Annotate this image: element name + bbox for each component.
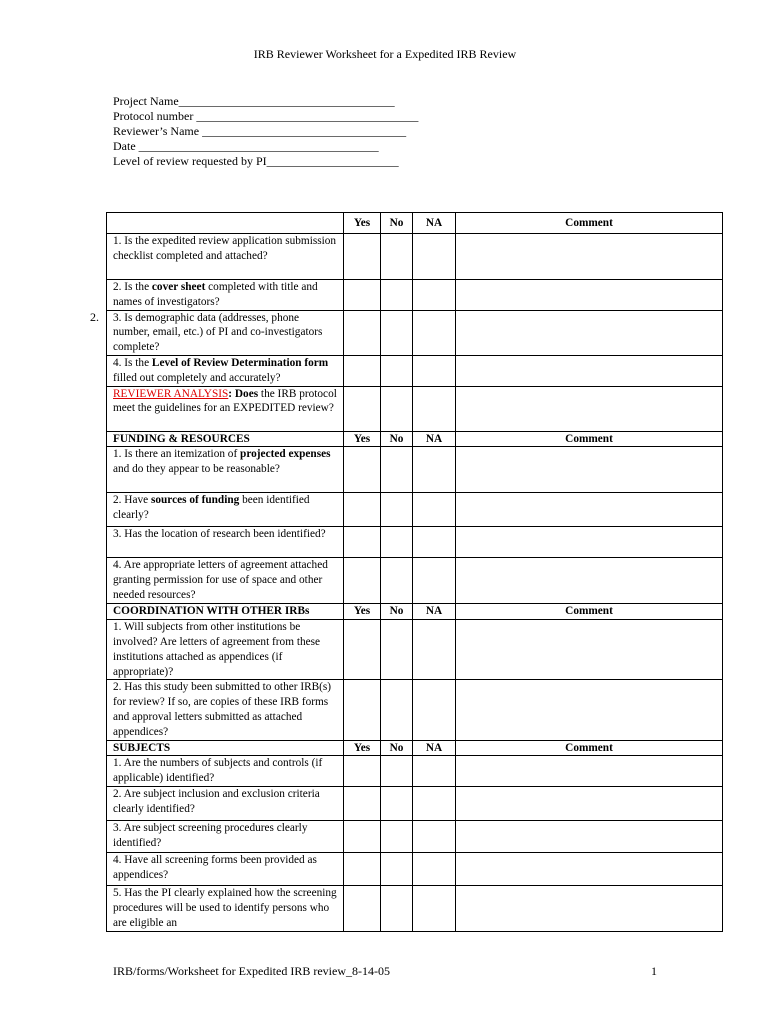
reviewer-analysis-link[interactable]: REVIEWER ANALYSIS [113, 387, 229, 400]
question-bold-text: : Does [228, 387, 259, 400]
na-cell[interactable] [413, 280, 456, 311]
question-cell [107, 447, 344, 493]
table-row [107, 355, 723, 386]
no-cell[interactable] [381, 310, 413, 355]
na-header: NA [413, 213, 456, 234]
na-header: NA [413, 604, 456, 620]
comment-header: Comment [456, 431, 723, 447]
comment-cell[interactable] [456, 280, 723, 311]
level-of-review-field[interactable]: Level of review requested by PI______________________ [113, 154, 399, 168]
question-text: been identified clearly? [113, 494, 310, 522]
yes-cell[interactable] [344, 558, 381, 604]
table-row [107, 386, 723, 431]
yes-cell[interactable] [344, 386, 381, 431]
section-header-row [107, 740, 723, 756]
question-cell: 1. Will subjects from other institutions be involved? Are letters of agreement from these institutions attached as appendices (if appropriate)? [107, 620, 344, 680]
no-cell[interactable] [381, 680, 413, 740]
no-cell[interactable] [381, 234, 413, 280]
na-header: NA [413, 431, 456, 447]
yes-cell[interactable] [344, 885, 381, 931]
question-text: and do they appear to be reasonable? [113, 463, 280, 476]
yes-cell[interactable] [344, 527, 381, 558]
comment-cell[interactable] [456, 852, 723, 885]
yes-cell[interactable] [344, 493, 381, 527]
comment-header: Comment [456, 740, 723, 756]
comment-header: Comment [456, 604, 723, 620]
no-header: No [381, 431, 413, 447]
yes-header: Yes [344, 431, 381, 447]
na-cell[interactable] [413, 310, 456, 355]
comment-cell[interactable] [456, 355, 723, 386]
table-row [107, 447, 723, 493]
no-cell[interactable] [381, 355, 413, 386]
table-row [107, 558, 723, 604]
table-row [107, 493, 723, 527]
no-cell[interactable] [381, 280, 413, 311]
question-cell: 5. Has the PI clearly explained how the screening procedures will be used to identify persons who are eligible an [107, 885, 344, 931]
table-row [107, 885, 723, 931]
table-row [107, 786, 723, 820]
footer-path: IRB/forms/Worksheet for Expedited IRB review_8-14-05 [113, 964, 390, 978]
na-cell[interactable] [413, 527, 456, 558]
na-cell[interactable] [413, 234, 456, 280]
yes-cell[interactable] [344, 756, 381, 787]
header-row [107, 213, 723, 234]
question-cell: 1. Is the expedited review application submission checklist completed and attached? [107, 234, 344, 280]
na-cell[interactable] [413, 558, 456, 604]
table-row [107, 280, 723, 311]
question-text: the IRB protocol meet the guidelines for an EXPEDITED review? [113, 387, 337, 415]
yes-cell[interactable] [344, 820, 381, 852]
table-row [107, 234, 723, 280]
question-cell: 3. Has the location of research been identified? [107, 527, 344, 558]
question-cell [107, 280, 344, 311]
question-cell [107, 355, 344, 386]
table-row [107, 756, 723, 787]
comment-cell[interactable] [456, 527, 723, 558]
na-cell[interactable] [413, 620, 456, 680]
question-bold-text: projected expenses [240, 448, 331, 461]
section-title: SUBJECTS [107, 740, 344, 756]
question-cell: 1. Are the numbers of subjects and controls (if applicable) identified? [107, 756, 344, 787]
section-title: COORDINATION WITH OTHER IRBs [107, 604, 344, 620]
margin-number: 2. [90, 310, 99, 324]
no-cell[interactable] [381, 386, 413, 431]
comment-cell[interactable] [456, 786, 723, 820]
no-cell[interactable] [381, 756, 413, 787]
table-row [107, 680, 723, 740]
page-title: IRB Reviewer Worksheet for a Expedited IRB Review [253, 47, 517, 61]
no-header: No [381, 604, 413, 620]
yes-header: Yes [344, 604, 381, 620]
yes-header: Yes [344, 213, 381, 234]
question-text: 4. Is the [113, 356, 152, 369]
comment-cell[interactable] [456, 620, 723, 680]
question-cell: 2. Are subject inclusion and exclusion criteria clearly identified? [107, 786, 344, 820]
table-row [107, 310, 723, 355]
question-cell: 2. Has this study been submitted to other IRB(s) for review? If so, are copies of these IRB forms and approval letters submitted as attached appendices? [107, 680, 344, 740]
question-cell: 4. Have all screening forms been provided as appendices? [107, 852, 344, 885]
question-cell: 4. Are appropriate letters of agreement attached granting permission for use of space and other needed resources? [107, 558, 344, 604]
comment-cell[interactable] [456, 234, 723, 280]
yes-cell[interactable] [344, 280, 381, 311]
no-cell[interactable] [381, 852, 413, 885]
yes-cell[interactable] [344, 852, 381, 885]
project-name-field[interactable]: Project Name____________________________________ [113, 94, 395, 108]
na-header: NA [413, 740, 456, 756]
yes-header: Yes [344, 740, 381, 756]
na-cell[interactable] [413, 493, 456, 527]
comment-cell[interactable] [456, 558, 723, 604]
no-header: No [381, 740, 413, 756]
no-cell[interactable] [381, 820, 413, 852]
comment-cell[interactable] [456, 493, 723, 527]
yes-cell[interactable] [344, 234, 381, 280]
reviewer-analysis-cell [107, 386, 344, 431]
na-cell[interactable] [413, 447, 456, 493]
no-cell[interactable] [381, 493, 413, 527]
na-cell[interactable] [413, 885, 456, 931]
table-row [107, 527, 723, 558]
na-cell[interactable] [413, 820, 456, 852]
no-cell[interactable] [381, 558, 413, 604]
no-header: No [381, 213, 413, 234]
question-bold-text: sources of funding [150, 494, 240, 507]
table-row [107, 852, 723, 885]
na-cell[interactable] [413, 786, 456, 820]
yes-cell[interactable] [344, 355, 381, 386]
table-row [107, 820, 723, 852]
comment-cell[interactable] [456, 386, 723, 431]
question-text: 2. Have [113, 494, 151, 507]
header-fields [113, 94, 418, 169]
comment-cell[interactable] [456, 310, 723, 355]
na-cell[interactable] [413, 680, 456, 740]
comment-cell[interactable] [456, 885, 723, 931]
yes-cell[interactable] [344, 447, 381, 493]
section-title: FUNDING & RESOURCES [107, 431, 344, 447]
comment-cell[interactable] [456, 447, 723, 493]
na-cell[interactable] [413, 386, 456, 431]
no-cell[interactable] [381, 620, 413, 680]
na-cell[interactable] [413, 756, 456, 787]
na-cell[interactable] [413, 355, 456, 386]
protocol-number-field[interactable]: Protocol number _____________________________________ [113, 109, 419, 123]
page-number: 1 [651, 964, 657, 978]
question-header-cell [107, 213, 344, 234]
question-bold-text: Level of Review Determination form [151, 356, 329, 369]
yes-cell[interactable] [344, 620, 381, 680]
yes-cell[interactable] [344, 680, 381, 740]
no-cell[interactable] [381, 885, 413, 931]
question-cell: 3. Are subject screening procedures clearly identified? [107, 820, 344, 852]
section-header-row [107, 431, 723, 447]
na-cell[interactable] [413, 852, 456, 885]
no-cell[interactable] [381, 447, 413, 493]
yes-cell[interactable] [344, 786, 381, 820]
question-text: filled out completely and accurately? [113, 371, 281, 384]
comment-cell[interactable] [456, 756, 723, 787]
table-row [107, 620, 723, 680]
comment-cell[interactable] [456, 680, 723, 740]
yes-cell[interactable] [344, 310, 381, 355]
question-cell: 3. Is demographic data (addresses, phone number, email, etc.) of PI and co-investigators complete? [107, 310, 344, 355]
question-cell [107, 493, 344, 527]
comment-header: Comment [456, 213, 723, 234]
date-field[interactable]: Date ________________________________________ [113, 139, 379, 153]
question-text: completed with title and names of investigators? [113, 281, 318, 308]
worksheet-table [106, 212, 723, 932]
question-text: 1. Is there an itemization of [113, 448, 241, 461]
question-text: 2. Is the [113, 281, 152, 293]
question-bold-text: cover sheet [151, 281, 206, 293]
comment-cell[interactable] [456, 820, 723, 852]
no-cell[interactable] [381, 527, 413, 558]
reviewers-name-field[interactable]: Reviewer’s Name __________________________________ [113, 124, 407, 138]
no-cell[interactable] [381, 786, 413, 820]
section-header-row [107, 604, 723, 620]
